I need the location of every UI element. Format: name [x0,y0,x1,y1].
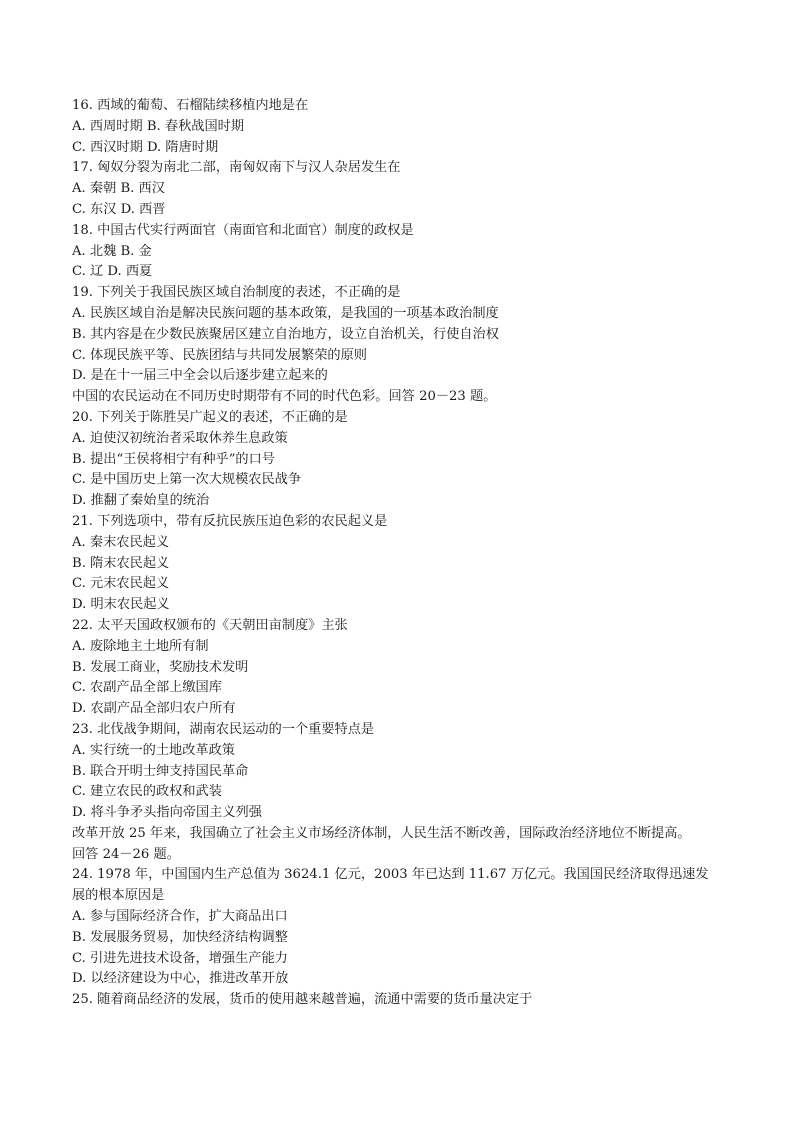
text-line: B. 隋末农民起义 [72,555,170,571]
text-line: A. 西周时期 B. 春秋战国时期 [72,118,245,134]
text-line: C. 元末农民起义 [72,576,170,592]
text-line: 23. 北伐战争期间，湖南农民运动的一个重要特点是 [72,721,375,737]
text-line: C. 西汉时期 D. 隋唐时期 [72,139,219,155]
text-line: 回答 24－26 题。 [72,846,180,862]
text-line: A. 废除地主土地所有制 [72,638,209,654]
text-line: C. 辽 D. 西夏 [72,264,153,280]
text-line: D. 是在十一届三中全会以后逐步建立起来的 [72,368,328,384]
text-line: 24. 1978 年，中国国内生产总值为 3624.1 亿元，2003 年已达到 11.67 万亿元。我国国民经济取得迅速发 [72,867,709,883]
text-line: 展的根本原因是 [72,888,165,904]
text-line: A. 民族区域自治是解决民族问题的基本政策，是我国的一项基本政治制度 [72,305,499,321]
text-line: 21. 下列选项中，带有反抗民族压迫色彩的农民起义是 [72,513,388,529]
text-line: B. 联合开明士绅支持国民革命 [72,763,249,779]
text-line: 20. 下列关于陈胜吴广起义的表述，不正确的是 [72,409,348,425]
text-line: 16. 西域的葡萄、石榴陆续移植内地是在 [72,98,309,113]
text-line: A. 秦末农民起义 [72,534,170,550]
text-line: 18. 中国古代实行两面官（南面官和北面官）制度的政权是 [72,222,414,238]
text-line: A. 秦朝 B. 西汉 [72,181,165,197]
text-line: C. 引进先进技术设备，增强生产能力 [72,950,288,966]
text-line: A. 实行统一的土地改革政策 [72,742,235,758]
text-line: C. 建立农民的政权和武装 [72,784,222,800]
text-line: 19. 下列关于我国民族区域自治制度的表述，不正确的是 [72,285,401,301]
text-line: 22. 太平天国政权颁布的《天朝田亩制度》主张 [72,617,348,633]
text-line: C. 是中国历史上第一次大规模农民战争 [72,472,302,488]
text-line: C. 农副产品全部上缴国库 [72,680,222,696]
text-line: B. 发展工商业，奖励技术发明 [72,659,249,675]
text-line: C. 东汉 D. 西晋 [72,201,166,217]
text-line: A. 迫使汉初统治者采取休养生息政策 [72,430,288,446]
text-line: 17. 匈奴分裂为南北二部，南匈奴南下与汉人杂居发生在 [72,160,401,176]
text-line: B. 其内容是在少数民族聚居区建立自治地方，设立自治机关，行使自治权 [72,326,499,342]
text-line: B. 提出“王侯将相宁有种乎”的口号 [72,451,275,467]
text-line: 改革开放 25 年来，我国确立了社会主义市场经济体制，人民生活不断改善，国际政治经济地位不断提高。 [72,825,691,841]
text-line: A. 参与国际经济合作，扩大商品出口 [72,909,288,925]
text-line: D. 将斗争矛头指向帝国主义列强 [72,805,262,821]
text-line: C. 体现民族平等、民族团结与共同发展繁荣的原则 [72,347,367,363]
text-line: D. 农副产品全部归农户所有 [72,701,236,717]
text-line: D. 明末农民起义 [72,597,170,613]
text-line: D. 以经济建设为中心，推进改革开放 [72,971,289,987]
text-line: 中国的农民运动在不同历史时期带有不同的时代色彩。回答 20－23 题。 [72,389,497,405]
text-line: 25. 随着商品经济的发展，货币的使用越来越普遍，流通中需要的货币量决定于 [72,992,533,1008]
text-line: B. 发展服务贸易，加快经济结构调整 [72,929,288,945]
text-line: A. 北魏 B. 金 [72,243,152,259]
text-line: D. 推翻了秦始皇的统治 [72,493,210,509]
